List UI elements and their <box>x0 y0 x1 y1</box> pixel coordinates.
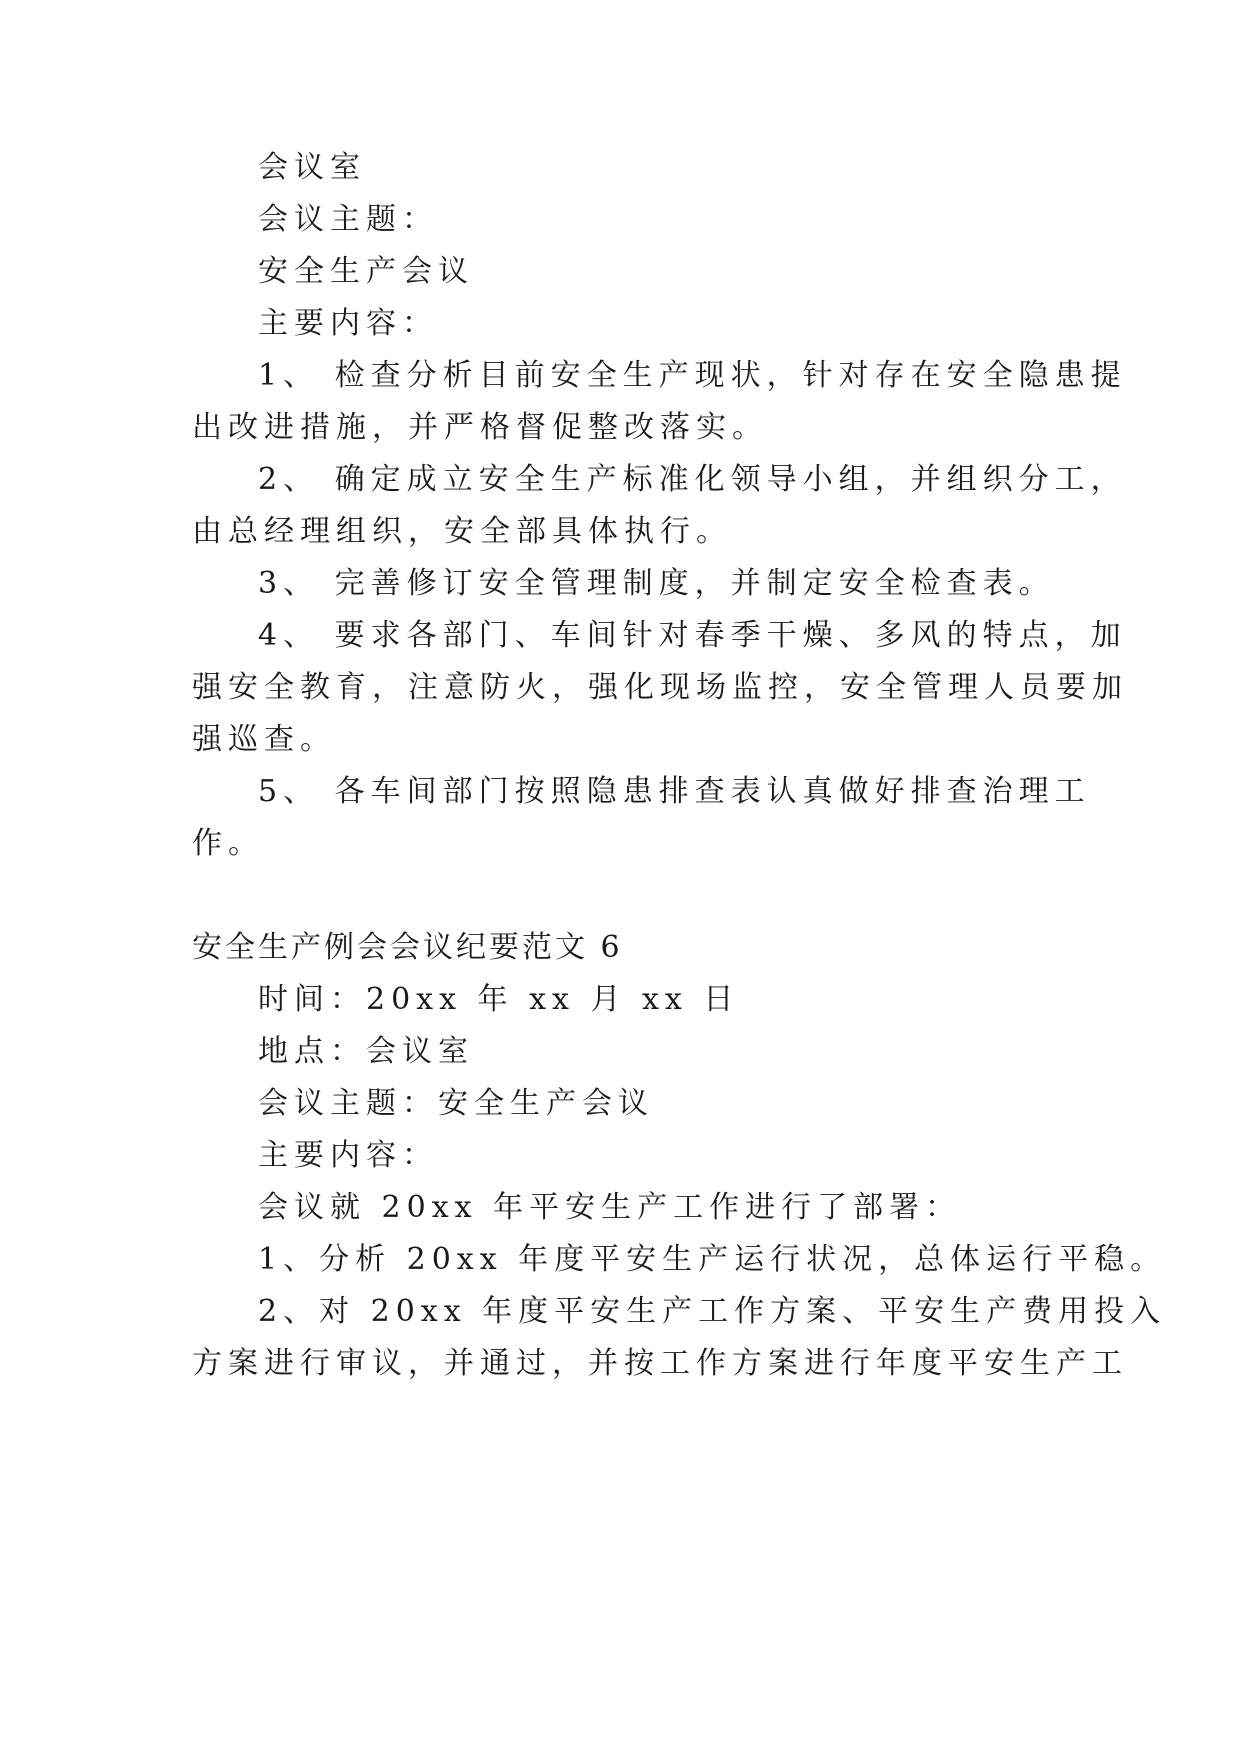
list-item-continuation: 强安全教育，注意防火，强化现场监控，安全管理人员要加 <box>192 670 1128 705</box>
list-item: 1、 检查分析目前安全生产现状，针对存在安全隐患提 <box>258 358 1127 393</box>
list-item: 2、对 20xx 年度平安生产工作方案、平安生产费用投入 <box>258 1294 1167 1329</box>
list-item-continuation: 由总经理组织，安全部具体执行。 <box>192 514 732 549</box>
list-item: 4、 要求各部门、车间针对春季干燥、多风的特点，加 <box>258 618 1127 653</box>
time-line: 时间：20xx 年 xx 月 xx 日 <box>258 982 740 1017</box>
list-item: 5、 各车间部门按照隐患排查表认真做好排查治理工 <box>258 774 1091 809</box>
list-item-continuation: 强巡查。 <box>192 722 336 757</box>
list-item: 1、分析 20xx 年度平安生产运行状况，总体运行平稳。 <box>258 1242 1167 1277</box>
list-item-continuation: 出改进措施，并严格督促整改落实。 <box>192 410 768 445</box>
list-item-continuation: 作。 <box>192 826 264 861</box>
topic-label: 会议主题： <box>258 202 438 237</box>
content-label: 主要内容： <box>258 306 438 341</box>
place-value: 会议室 <box>258 150 366 185</box>
list-item: 3、 完善修订安全管理制度，并制定安全检查表。 <box>258 566 1055 601</box>
intro-line: 会议就 20xx 年平安生产工作进行了部署： <box>258 1190 962 1225</box>
list-item-continuation: 方案进行审议，并通过，并按工作方案进行年度平安生产工 <box>192 1346 1128 1381</box>
list-item: 2、 确定成立安全生产标准化领导小组，并组织分工， <box>258 462 1127 497</box>
topic-value: 安全生产会议 <box>258 254 474 289</box>
place-line: 地点：会议室 <box>258 1034 474 1069</box>
section-title: 安全生产例会会议纪要范文 6 <box>192 930 623 965</box>
topic-line: 会议主题：安全生产会议 <box>258 1086 654 1121</box>
content-label: 主要内容： <box>258 1138 438 1173</box>
